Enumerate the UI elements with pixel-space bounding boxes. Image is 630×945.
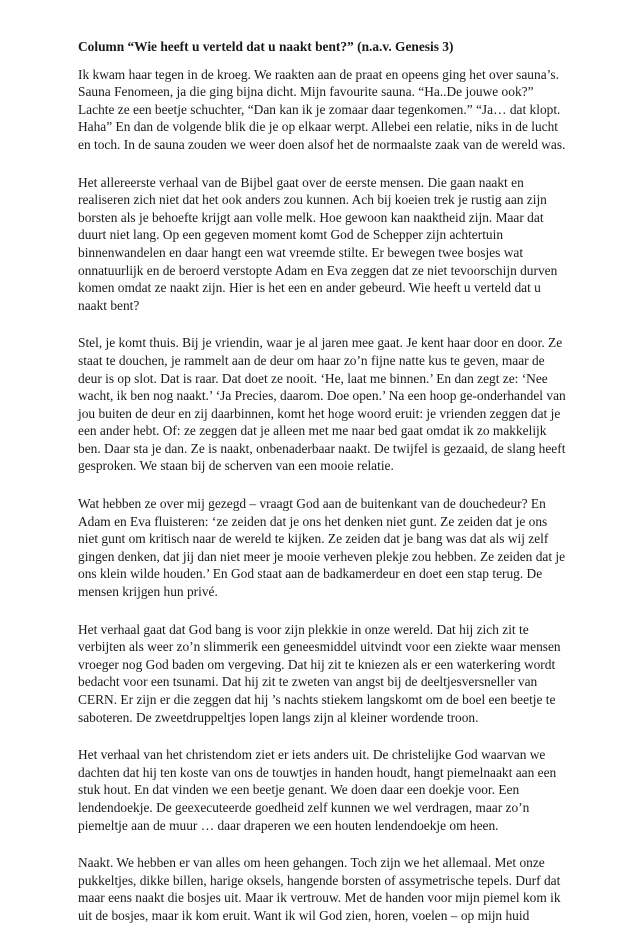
paragraph-5: Het verhaal gaat dat God bang is voor zijn plekkie in onze wereld. Dat hij zich zit te verbijten als weer zo’n slimmerik een geneesmiddel uitvindt voor een ziekte waar mensen vroeger nog God baden om vergeving. Dat hij zit te kniezen als er een waterkering wordt bedacht voor een tsunami. Dat hij zit te zweten van angst bij de deeltjesversneller van CERN. Er zijn er die zeggen dat hij ’s nachts stiekem langskomt om de boel een beetje te saboteren. De zweetdruppeltjes lopen langs zijn al kleiner wordende troon. [78,621,561,725]
paragraph-6: Het verhaal van het christendom ziet er iets anders uit. De christelijke God waarvan we dachten dat hij ten koste van ons de touwtjes in handen houdt, hangt piemelnaakt aan een stuk hout. En dat vinden we een beetje genant. We doen daar een doekje voor. Een lendendoekje. De geexecuteerde goedheid zelf kunnen we wel verdragen, maar zo’n piemeltje aan de muur … daar draperen we een houten lendendoekje om heen. [78,747,557,833]
paragraph-3: Stel, je komt thuis. Bij je vriendin, waar je al jaren mee gaat. Je kent haar door en door. Ze staat te douchen, je rammelt aan de deur om haar zo’n fijne natte kus te geven, maar de deur is op slot. Dat is raar. Dat doet ze nooit. ‘He, laat me binnen.’ En dan zegt ze: ‘Nee wacht, ik ben nog naakt.’ ‘Ja Precies, daarom. Doe open.’ Na een hoop ge-onderhandel van jou buiten de deur en zij daarbinnen, komt het hoge woord eruit: je vrienden zeggen dat je een ander hebt. Of: ze zeggen dat je alleen met me naar bed gaat omdat ik zo makkelijk ben. Daar sta je dan. Ze is naakt, onbenaderbaar naakt. De twijfel is gezaaid, de slang heeft gesproken. We staan bij de scherven van een mooie relatie. [78,335,566,474]
document-page [78,38,568,945]
paragraph-4: Wat hebben ze over mij gezegd – vraagt God aan de buitenkant van de douchedeur? En Adam en Eva fluisteren: ‘ze zeiden dat je ons het denken niet gunt. Ze zeiden dat je ons niet gunt om kritisch naar de wereld te kijken. Ze zeiden dat je bang was dat als wij zelf gingen denken, dat jij dan niet meer je mooie verheven plekje zou hebben. Ze zeiden dat je ons klein wilde houden.’ En God staat aan de badkamerdeur en doet een stap terug. De mensen krijgen hun privé. [78,496,566,600]
paragraph-2: Het allereerste verhaal van de Bijbel gaat over de eerste mensen. Die gaan naakt en realiseren zich niet dat het ook anders zou kunnen. Ach bij koeien trek je rustig aan zijn borsten als je behoefte krijgt aan volle melk. Hoe gewoon kan naaktheid zijn. Maar dat duurt niet lang. Op een gegeven moment komt God de Schepper zijn achtertuin binnenwandelen en daar hangt een wat vreemde stilte. Er bewegen twee bosjes wat onnatuurlijk en de beroerd verstopte Adam en Eva zeggen dat ze niet tevoorschijn durven komen omdat ze naakt zijn. Hier is het een en ander gebeurd. Wie heeft u verteld dat u naakt bent? [78,174,558,313]
document-title: Column “Wie heeft u verteld dat u naakt bent?” (n.a.v. Genesis 3) [78,39,454,54]
paragraph-1: Ik kwam haar tegen in de kroeg. We raakten aan de praat en opeens ging het over sauna’s. Sauna Fenomeen, ja die ging bijna dicht. Mijn favourite sauna. “Ha..De jouwe ook?” Lachte ze een beetje schuchter, “Dan kan ik je zomaar daar tegenkomen.” “Ja… dat klopt. Haha” En dan de volgende blik die je op elkaar werpt. Allebei een relatie, niks in de lucht en toch. In de sauna zouden we weer doen alsof het de normaalste zaak van de wereld was. [78,66,566,152]
paragraph-7: Naakt. We hebben er van alles om heen gehangen. Toch zijn we het allemaal. Met onze pukkeltjes, dikke billen, harige oksels, hangende borsten of assymetrische tepels. Durf dat maar eens naakt die bosjes uit. Maar ik vertrouw. Met de handen voor mijn piemel kom ik uit de bosjes, maar ik kom eruit. Want ik wil God zien, horen, voelen – op mijn huid [78,855,561,923]
